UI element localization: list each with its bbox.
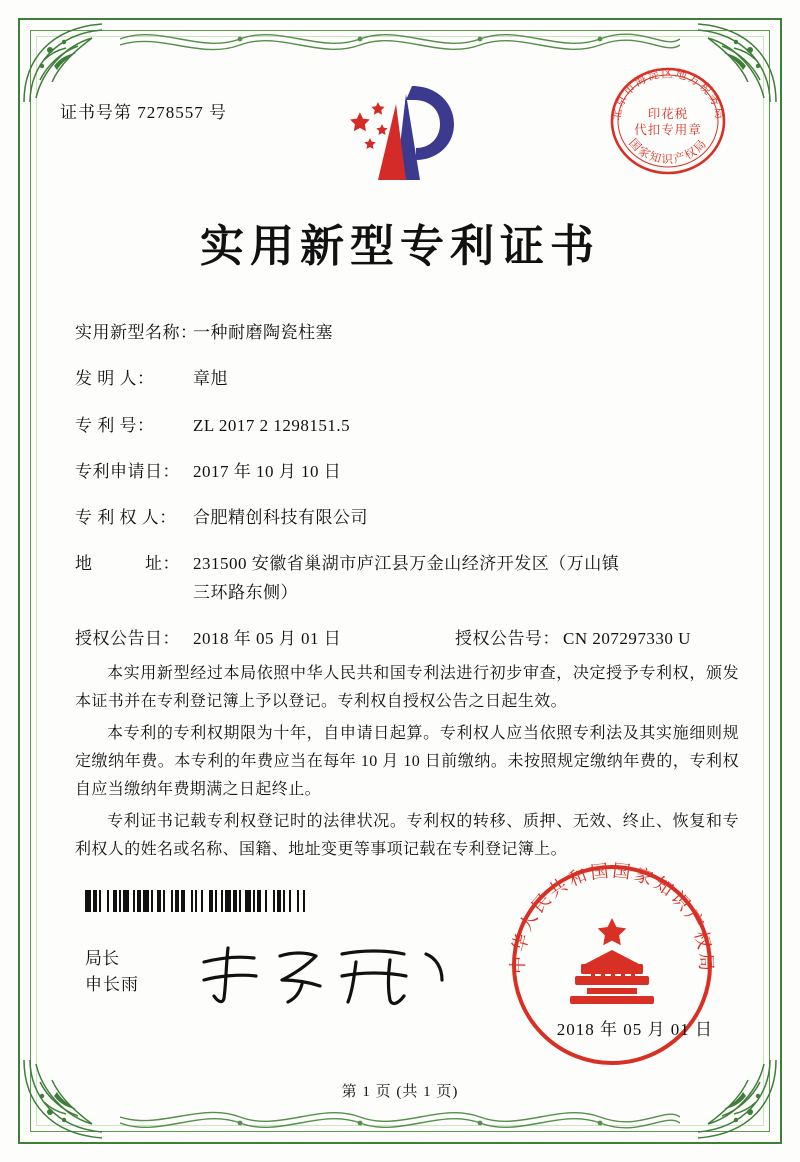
- paragraph-1: 本实用新型经过本局依照中华人民共和国专利法进行初步审查，决定授予专利权，颁发本证书并在专利登记簿上予以登记。专利权自授权公告之日起生效。: [75, 665, 739, 710]
- field-patentee: [75, 507, 745, 528]
- field-label: 专 利 号：: [75, 415, 155, 435]
- field-patent-number: [75, 415, 745, 436]
- signature-name: 申长雨: [85, 974, 139, 994]
- field-label: 发 明 人：: [75, 369, 155, 389]
- field-inventor: [75, 368, 745, 389]
- field-label: 授权公告号：: [455, 628, 560, 648]
- signature-role: 局长: [85, 949, 119, 968]
- address-line-1: 231500 安徽省巢湖市庐江县万金山经济开发区（万山镇: [193, 554, 620, 574]
- signature-block: [85, 946, 139, 997]
- field-list: [75, 322, 745, 665]
- field-application-date: [75, 461, 745, 482]
- svg-text:印花税: 印花税: [647, 107, 689, 121]
- page-footer: 第 1 页 (共 1 页): [341, 1084, 459, 1100]
- field-address: [75, 553, 745, 603]
- field-label: 地 址：: [75, 554, 180, 574]
- field-value: 合肥精创科技有限公司: [193, 508, 368, 527]
- svg-text:中华人民共和国国家知识产权局: 中华人民共和国国家知识产权局: [507, 860, 717, 975]
- field-value: CN 207297330 U: [563, 628, 691, 648]
- paragraph-3: 专利证书记载专利权登记时的法律状况。专利权的转移、质押、无效、终止、恢复和专利权人的姓名或名称、国籍、地址变更等事项记载在专利登记簿上。: [75, 813, 739, 858]
- field-value: 2018 年 05 月 01 日: [193, 628, 342, 648]
- sipo-logo-icon: [320, 80, 480, 190]
- svg-text:国家知识产权局: 国家知识产权局: [626, 137, 710, 166]
- barcode: [85, 890, 315, 912]
- field-grant-date: [75, 628, 455, 649]
- paragraph-2: 本专利的专利权期限为十年，自申请日起算。专利权人应当依照专利法及其实施细则规定缴纳年费。本专利的年费应当在每年 10 月 10 日前缴纳。未按照规定缴纳年费的，专利权自应当缴纳年费期满之日起终止。: [75, 725, 739, 798]
- field-label: 实用新型名称：: [75, 323, 198, 342]
- field-utility-model-name: [75, 322, 745, 343]
- field-grant-number: [455, 628, 745, 649]
- field-value: 章旭: [193, 369, 228, 389]
- svg-text:北京市海淀区地方税务局: 北京市海淀区地方税务局: [610, 67, 726, 122]
- tax-stamp-seal: [599, 60, 737, 182]
- issue-date: 2018 年 05 月 01 日: [556, 1020, 713, 1039]
- field-value: ZL 2017 2 1298151.5: [193, 415, 351, 435]
- legal-text: [75, 660, 739, 868]
- field-grant-row: [75, 628, 745, 649]
- field-label: 授权公告日：: [75, 628, 180, 648]
- handwritten-signature-icon: [190, 940, 460, 1010]
- ornament-top: [120, 22, 680, 56]
- svg-text:代扣专用章: 代扣专用章: [634, 123, 702, 137]
- page-title: 实用新型专利证书: [200, 222, 600, 271]
- address-line-2: 三环路东侧）: [193, 582, 298, 602]
- certificate-content: [55, 60, 745, 1107]
- field-label: 专 利 权 人：: [75, 508, 177, 527]
- ornament-bottom: [120, 1106, 680, 1140]
- field-value: 2017 年 10 月 10 日: [193, 461, 342, 481]
- field-label: 专利申请日：: [75, 461, 180, 481]
- field-value: 一种耐磨陶瓷柱塞: [193, 323, 333, 342]
- field-value: [193, 553, 745, 603]
- certificate-number: 证书号第 7278557 号: [60, 103, 227, 122]
